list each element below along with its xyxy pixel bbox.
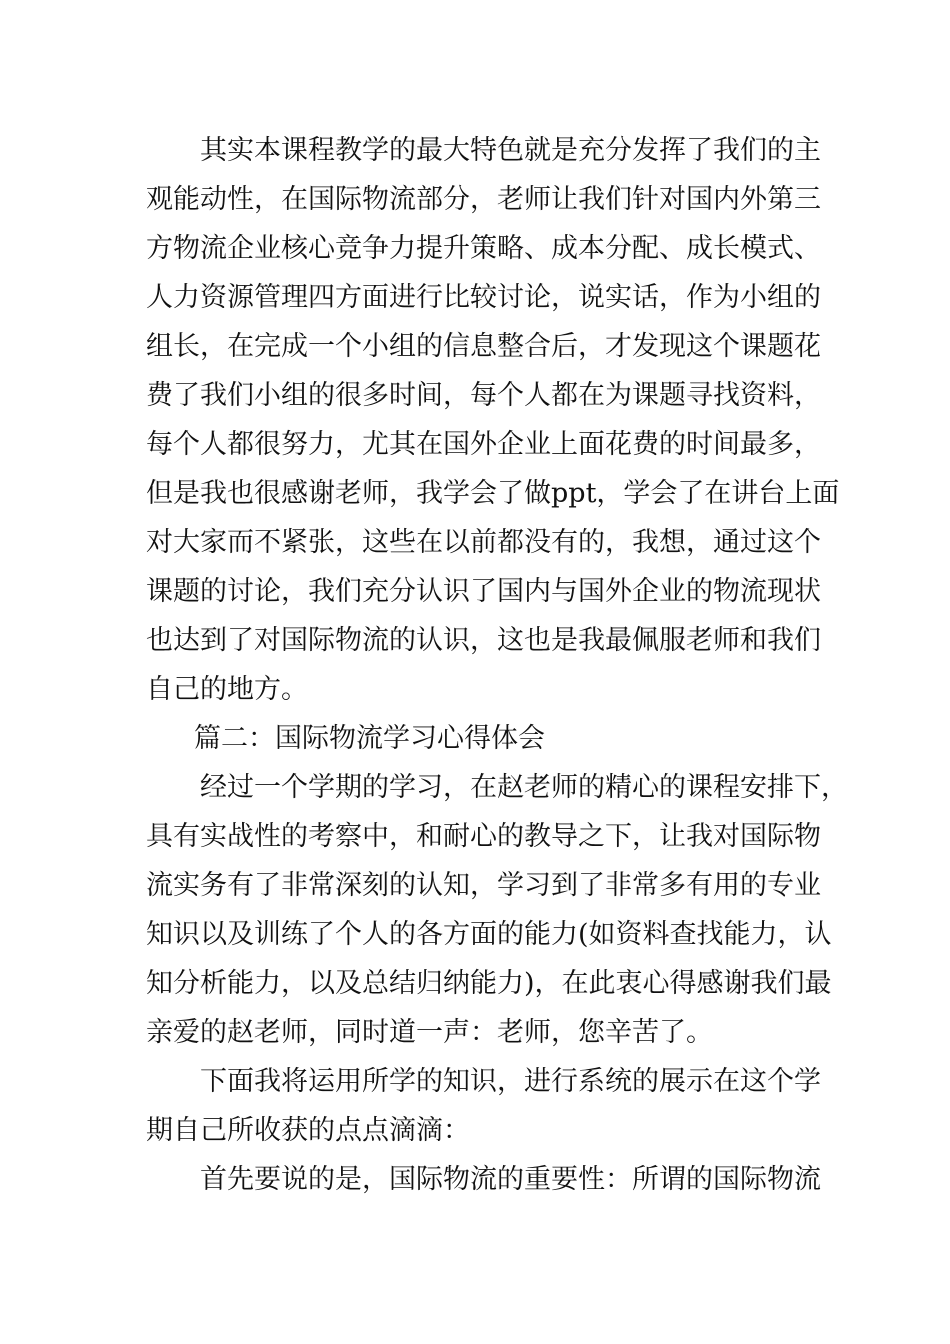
- paragraph-line: 具有实战性的考察中，和耐心的教导之下，让我对国际物: [146, 821, 821, 852]
- section-heading: 篇二：国际物流学习心得体会: [194, 723, 545, 754]
- paragraph-line: 首先要说的是，国际物流的重要性：所谓的国际物流: [200, 1164, 821, 1195]
- paragraph-line: 经过一个学期的学习，在赵老师的精心的课程安排下，: [200, 772, 848, 803]
- paragraph-line: 组长，在完成一个小组的信息整合后，才发现这个课题花: [146, 331, 821, 362]
- paragraph-line: 下面我将运用所学的知识，进行系统的展示在这个学: [200, 1066, 821, 1097]
- paragraph-line: 知识以及训练了个人的各方面的能力(如资料查找能力，认: [146, 919, 832, 950]
- paragraph-line: 对大家而不紧张，这些在以前都没有的，我想，通过这个: [146, 527, 821, 558]
- paragraph-line: 流实务有了非常深刻的认知，学习到了非常多有用的专业: [146, 870, 821, 901]
- paragraph-line: 课题的讨论，我们充分认识了国内与国外企业的物流现状: [146, 576, 821, 607]
- paragraph-line: 期自己所收获的点点滴滴：: [146, 1115, 470, 1146]
- paragraph-line: 自己的地方。: [146, 674, 308, 705]
- paragraph-line: 观能动性，在国际物流部分，老师让我们针对国内外第三: [146, 184, 821, 215]
- paragraph-line: 费了我们小组的很多时间，每个人都在为课题寻找资料，: [146, 380, 821, 411]
- paragraph-line: 但是我也很感谢老师，我学会了做ppt，学会了在讲台上面: [146, 478, 840, 509]
- paragraph-line: 其实本课程教学的最大特色就是充分发挥了我们的主: [200, 135, 821, 166]
- paragraph-line: 方物流企业核心竞争力提升策略、成本分配、成长模式、: [146, 233, 821, 264]
- paragraph-line: 每个人都很努力，尤其在国外企业上面花费的时间最多，: [146, 429, 821, 460]
- paragraph-line: 亲爱的赵老师，同时道一声：老师，您辛苦了。: [146, 1017, 713, 1048]
- paragraph-line: 也达到了对国际物流的认识，这也是我最佩服老师和我们: [146, 625, 821, 656]
- paragraph-line: 人力资源管理四方面进行比较讨论，说实话，作为小组的: [146, 282, 821, 313]
- paragraph-line: 知分析能力，以及总结归纳能力)，在此衷心得感谢我们最: [146, 968, 832, 999]
